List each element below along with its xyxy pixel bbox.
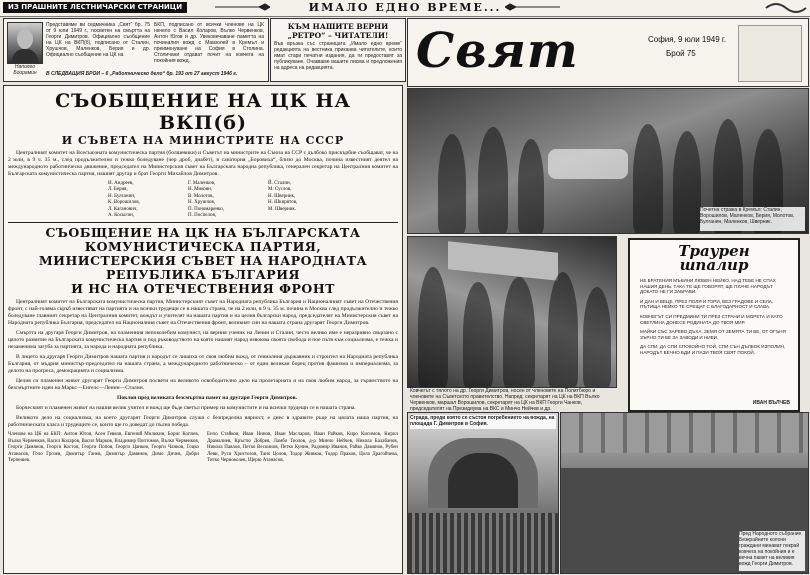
signature: А. Косыгин, — [108, 213, 135, 219]
caption-right: Пред Народното събрание. Безкрайните колони граждани минават покрай ковчега на покойния и е вечна памет на великия вожд Георги Димитров. — [739, 531, 805, 571]
scroll-ornament-icon — [764, 1, 808, 15]
article2-paragraph: В лицето на другаря Георги Димитров нашата партия и народът се лишиха от своя любим вожд, от гениалния държавник и строител на Народната република България, от мъдрия министър-председател на нашата страна, а международното работническо – от един великан борец против фашизма и империализма, за делото на прогреса, демокрацията и социализма. — [8, 354, 398, 375]
caption-top: Почетна стража в Кремъл: Сталин, Ворошилов, Маленков, Берия, Молотов, Булганин, Маленков, Шверник. — [700, 207, 805, 231]
article1-subtitle: И СЪВЕТА НА МИНИСТРИТЕ НА СССР — [61, 134, 345, 147]
author-name: Наполео Боорамин — [13, 64, 37, 76]
article2-title-line3: И НС НА ОТЕЧЕСТВЕНИЯ ФРОНТ — [71, 281, 335, 297]
article2-title-line2: МИНИСТЕРСКИЯ СЪВЕТ НА НАРОДНАТА РЕПУБЛИКА БЪЛГАРИЯ — [38, 253, 368, 283]
running-title: ИМАЛО ЕДНО ВРЕМЕ... — [308, 1, 502, 14]
signature: Л. Каганович, — [108, 206, 138, 212]
poem-title-line2: шпалир — [679, 256, 749, 274]
article2-title-line1: СЪОБЩЕНИЕ НА ЦК НА БЪЛГАРСКАТА КОМУНИСТИЧЕСКА ПАРТИЯ, — [45, 225, 361, 255]
signature: М. Шверник. — [268, 206, 297, 212]
author-portrait — [7, 22, 43, 64]
poem-stanza: ДА СПИ, ДА СПИ СПОКОЙНО ТОЙ, СПИ СЪН ДЪЛБОК ИЗПОЛИН, НАРОДЪТ ВЕЧНО БДИ И ПАЗИ ТВОЯ СВЯТ ПОКОЙ. — [640, 344, 786, 355]
signature: И. Андреев, — [108, 181, 134, 186]
signature: М. Суслов, — [268, 187, 292, 193]
poem-author: ИВАН ВЪЛЧЕВ — [752, 400, 790, 406]
intro-text-right: БКП, подписано от всички членове на ЦК начело с Васил Коларов, Вълко Червенков, Антон Югов и др. Увековечаване паметта на починалия вожд с Мавзолей в Кремъл и преименуване на София в Столина. Столичани отдават почит на ковчега на покойния вожд. — [154, 22, 264, 64]
article2-paragraph: Целия си пламенен живот другарят Георги Димитров посвети на великото освободително дело на пролетариата и на своя любим народ, за тържеството на безсмъртните идеи на Маркс—Енгелс—Ленин—Сталин. — [8, 378, 398, 392]
signature: Н. Булганин, — [108, 193, 136, 199]
article1-signatures — [108, 181, 398, 219]
signature: П. Поспелов, — [188, 213, 217, 219]
photo-coffin-procession — [407, 236, 617, 388]
signature: Г. Маленков, — [188, 181, 216, 186]
next-issue-note: В СЛЕДВАЩИЯ БРОЙ – 6 „Работническо дело“ бр. 193 от 27 август 1946 г. — [46, 71, 238, 77]
signature: К. Ворошилов, — [108, 200, 140, 206]
article2-paragraph: Централният комитет на Българската комунистическа партия, Министерският съвет на Народната република България и Националният съвет на Отечествения фронт, с най-голяма скръб известяват на партията и на всички трудещи се в нашата страна, че на 2 юли, в 9 ч. 35 м. почина в Москва след продължително и тежко боледуване главният секретар на Централния комитет, вождът и учителят на нашата партия и на целия български народ, председателят на Министерския съвет на Народната република България, председател на Националния съвет на Отечествения фронт, великият син на нашата страна другарят Георги Димитров. — [8, 299, 398, 327]
left-article-panel — [3, 85, 403, 574]
article1-title: СЪОБЩЕНИЕ НА ЦК НА ВКП(б) — [55, 90, 351, 134]
photo-crowd — [560, 412, 809, 574]
photo-kremlin-guard — [407, 88, 809, 234]
section-tag: ИЗ ПРАШНИТЕ ЛЕСТНИЧАРСКИ СТРАНИЦИ — [3, 2, 187, 13]
readers-box-title: КЪМ НАШИТЕ ВЕРНИ „РЕТРО“ – ЧИТАТЕЛИ! — [287, 22, 389, 40]
intro-text-left: Представяме ви седмичника „Свят“ бр. 75 от 9 юли 1949 г., посветен на смъртта на Георги Димитров. Официално съобщение на ЦК на ВКП(б), подписано от Сталин, Хрушчов, Маленков, Берия и др. Официално съобщение на ЦК на — [46, 22, 150, 58]
readers-box — [270, 18, 406, 82]
signature: Й. Сталин, — [268, 181, 291, 186]
poem-stanza: И ДАН И ВЕЦЕ, ПРЕЗ ПОЛЯ И ГОРИ, ВЕЗ ГРАДОВЕ И СЕЛА, ПЪТИЩА НЕЙКО ТЕ СРЕЩАТ С БЛАГОДАРНОСТ И СЛАВА. — [640, 298, 774, 310]
poem-title-line1: Траурен — [678, 242, 750, 260]
caption-middle: Ковчегът с тялото на др. Георги Димитров, носен от членовете на Политбюро и членовете на Съветското правителство. Напред: секретарят на ЦК на ВКП Вълко Червенков, маршал Ворошилов, секретарят на ЦК на ВКП Георги Чанков, председателят на Президиума на ВКС и Минчо Нейчев и др. — [410, 388, 600, 412]
signature — [268, 213, 338, 219]
ornament-right-icon — [505, 3, 560, 11]
article2-paragraph: Поклон пред великата безсмъртна памет на другаря Георги Димитров. — [117, 395, 297, 402]
masthead-side-panel — [738, 25, 802, 82]
top-bar — [0, 0, 810, 17]
readers-box-text: Във връзка със страницата „Имало едно време“ редакцията на вестника приканва читателите, които имат стари печатни издания, да ги предоставят за публикуване. Очакваме вашите писма и предложения на адреса на редакцията. — [274, 41, 402, 71]
intro-box — [3, 18, 269, 82]
masthead-date: София, 9 юли 1949 г. — [648, 35, 727, 44]
signature: Н. Шкирятов, — [268, 200, 298, 206]
masthead-name: Свят — [416, 23, 579, 79]
caption-bottom: Сграда, преди която се състоя погребението на вожда, на площада Г. Димитров в София. — [410, 415, 555, 427]
article2-paragraph: Великото дело на социализма, на което другарят Георги Димитров служи с безпределна вярност, е днес в здравите ръце на цялата наша партия, на работническата класа и трудещите се, които ще го доведат до пълна победа. — [8, 415, 398, 429]
signature: Н. Микоян, — [188, 187, 213, 193]
signature: В. Молотов, — [188, 193, 214, 199]
signature: Н. Хрушчов, — [188, 200, 216, 206]
poem-stanza: НЕ БРАТЕНИЯ МЪКИНИ ЛЮБЕН НЕЙКО, НАД ТЕБЕ НЕ СПАХ НАШИЯ ДЕНЬ. ТАКА ТЕ ЩЕ ГОВОРЯТ, ЩЕ ПЛАЧЕ НАРОДЪТ ДОКАТО НЕ ГИ ЗАБРАВИ. — [640, 278, 776, 295]
article2-paragraph: Смъртта на другаря Георги Димитров, на пламенния непоколебим комунист, на верния ученик на Ленин и Сталин, често велико име е неразривно свързано с цялото развитие на Българската комунистическа партия и под ръководството на която нашият народ извоюва своята свобода и пое пътя към социализма, е тежка и незаменима загуба за партията, за народа и народната република. — [8, 330, 398, 351]
poem-stanza: МАЙКИ СЪС ЗАРЕВО ДЪХА, ЗЕМЯ ОТ ЗЕМЯТА ТИ БЕ, ОТ ОГЪНЯ ЗЪРНО ТИ БЕ ЗА ЗАВОДИ И НИВИ. — [640, 329, 786, 340]
members-list-right: Енчо Стайков, Иван Нинов, Иван Масларов, Иван Райков, Киро Кисимов, Кирил Драмалиев, Кръстю Добрев, Ламбо Теолов, д-р Минчо Нейчев, Никола Балабанов, Никола Павлов, Петко Вескинов, Петко Кунин, Радомир Иванов, Райко Дамянов, Рубен Леви, Руси Христозов, Тано Цолов, Тодор Живков, Тодор Праков, Цола Драгойчева, Титко Черноколев, Щерю Атанасов. — [207, 432, 398, 464]
members-list-left: Членове на ЦК на БКП: Антон Югов, Асен Гевков, Евгений Миликин, Борис Копчев, Вълко Червенков, Васил Коларов, Васил Марков, Владимир Поптомов, Вълко Червенков, Георги Дамянов, Георги Костов, Георги Попов, Георги Цанков, Георги Чанков, Гоцко Атанасов, Гочо Грозев, Димитър Ганев, Димитър Дамянов, Димо Дичев, Добри Терпешев. — [8, 432, 199, 464]
masthead-issue: Брой 75 — [666, 49, 696, 58]
poem-box — [628, 238, 800, 412]
masthead — [407, 18, 809, 87]
signature: П. Пономаренко, — [188, 206, 224, 212]
divider — [8, 222, 398, 223]
poem-stanza: КОВЧЕГЪТ СИ ПРЕДМИНИ ТИ ПРЕЗ СТРАНИ И МОРЕТА И КАТО СВЕТЛИНА ДОНЕСЕ РОДИНАТА ДО ТВОЯ МИР. — [640, 313, 783, 325]
signature: Н. Шверник, — [268, 193, 296, 199]
article2-paragraph: Борческият и пламенен живот на нашия велик учител и вожд ще бъде светъл пример на комунистите и на всички трудещи се в нашата страна. — [16, 405, 356, 412]
photo-building — [407, 412, 559, 574]
article1-body: Централният комитет на Всесъюзната комунистическа партия (болшевики) и Съветът на министрите на Съюза на ССР с дълбоко прискърбие съобщават, че на 2 юли, в 9 ч. 35 м., след продължително и тежко боледуване (чер дроб, диабет), в санатория „Боровиха“, близо до Москва, почина известният деятел на международното работническо движение, председател на Министерския съвет на Българската народна република, генерален секретар на Централния комитет на Българската комунистическа партия, нашият другар и брат Георги Михайлов Димитров. — [8, 150, 398, 177]
signature: Л. Берия, — [108, 187, 128, 193]
